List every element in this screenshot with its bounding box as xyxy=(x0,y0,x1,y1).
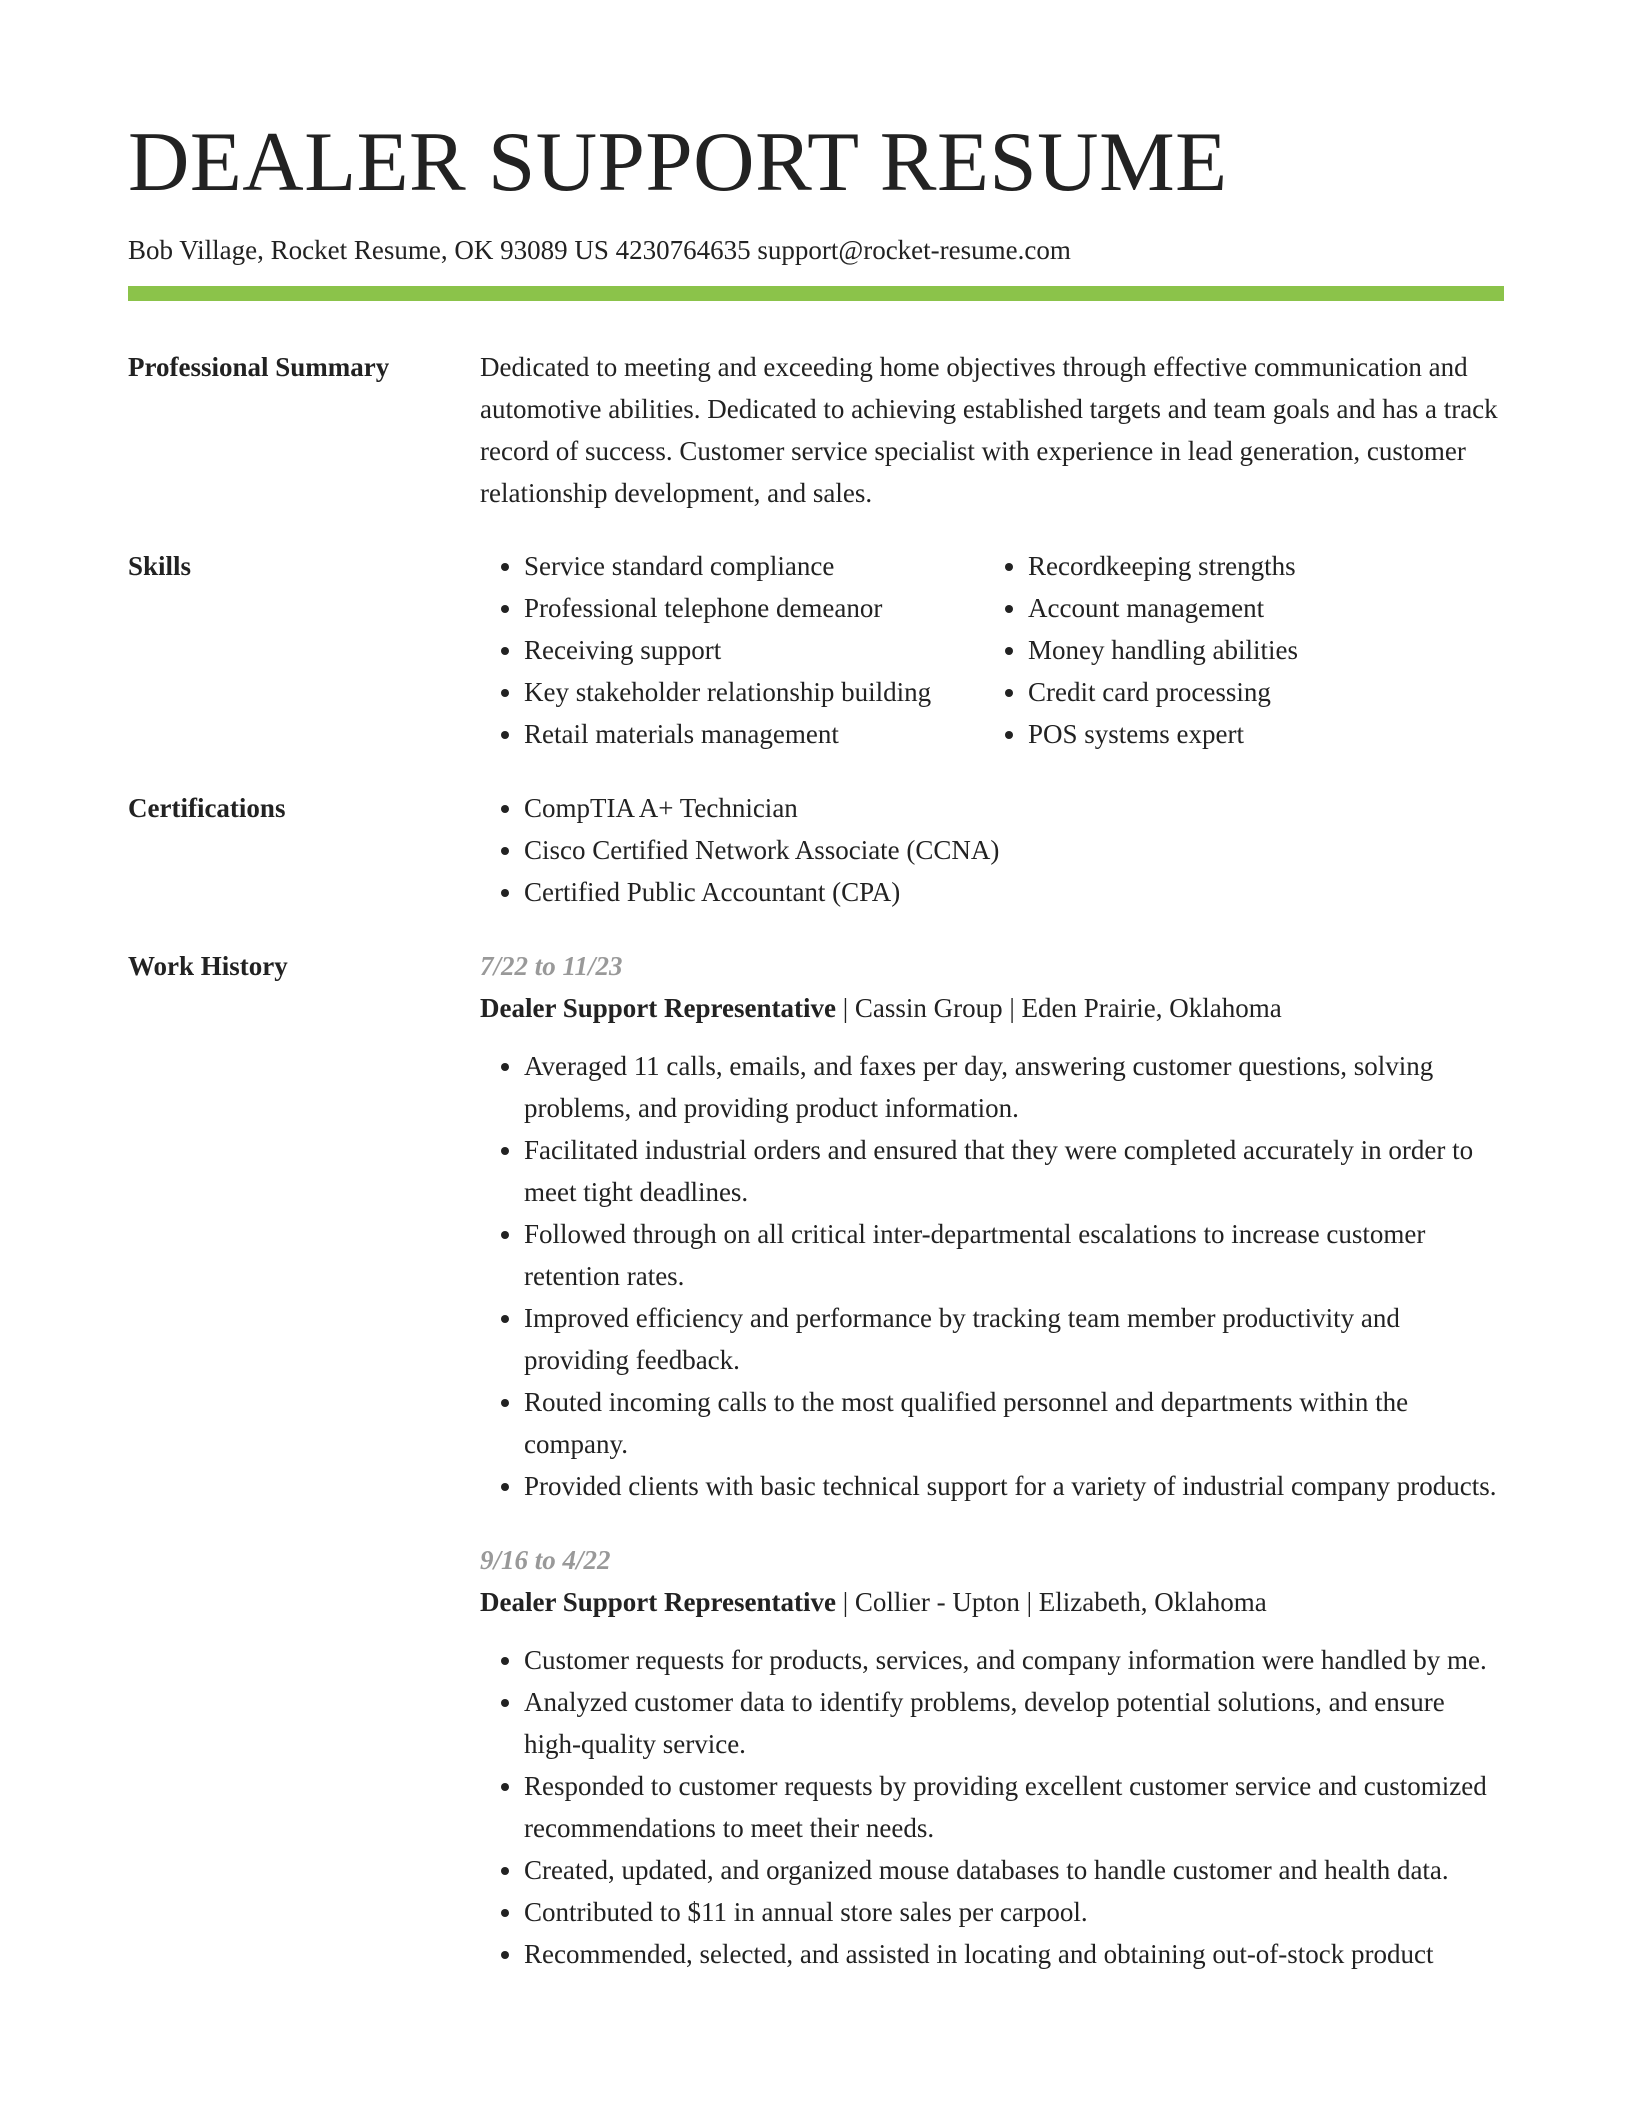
job-title: Dealer Support Representative xyxy=(480,1587,836,1617)
skill-item: • Account management xyxy=(1028,587,1298,629)
job-bullet: • Customer requests for products, services, and company information were handled by me. xyxy=(524,1639,1504,1681)
skill-item: • Credit card processing xyxy=(1028,671,1298,713)
summary-body xyxy=(480,346,1504,514)
job-bullet: • Routed incoming calls to the most qualified personnel and departments within the company. xyxy=(524,1381,1504,1465)
job-details: | Cassin Group | Eden Prairie, Oklahoma xyxy=(835,993,1282,1023)
skill-item: • Professional telephone demeanor xyxy=(524,587,984,629)
job-bullet: • Contributed to $11 in annual store sales per carpool. xyxy=(524,1891,1504,1933)
job-bullet: • Averaged 11 calls, emails, and faxes per day, answering customer questions, solving problems, and providing product information. xyxy=(524,1045,1504,1129)
job-dates: 7/22 to 11/23 xyxy=(480,951,623,981)
summary-text: Dedicated to meeting and exceeding home objectives through effective communication and automotive abilities. Dedicated to achieving established targets and team goals and has a track record of success. Customer service specialist with experience in lead generation, customer relationship development, and sales. xyxy=(480,352,1498,508)
job-heading xyxy=(480,1581,1504,1623)
job-title: Dealer Support Representative xyxy=(480,993,836,1023)
certification-item: • Cisco Certified Network Associate (CCNA) xyxy=(524,829,1504,871)
job-bullet: • Facilitated industrial orders and ensured that they were completed accurately in order to meet tight deadlines. xyxy=(524,1129,1504,1213)
job-bullets xyxy=(480,1045,1504,1507)
job-bullet: • Improved efficiency and performance by tracking team member productivity and providing feedback. xyxy=(524,1297,1504,1381)
job-bullet: • Analyzed customer data to identify problems, develop potential solutions, and ensure high-quality service. xyxy=(524,1681,1504,1765)
certifications-heading: Certifications xyxy=(128,793,286,823)
skill-item: • Money handling abilities xyxy=(1028,629,1298,671)
job-details: | Collier - Upton | Elizabeth, Oklahoma xyxy=(835,1587,1267,1617)
work-history-heading: Work History xyxy=(128,951,288,981)
skills-list-right xyxy=(984,545,1298,755)
skills-list-left xyxy=(480,545,984,755)
job-bullets xyxy=(480,1639,1504,1975)
job-bullet: • Responded to customer requests by providing excellent customer service and customized recommendations to meet their needs. xyxy=(524,1765,1504,1849)
contact-info: Bob Village, Rocket Resume, OK 93089 US 4230764635 support@rocket-resume.com xyxy=(128,235,1071,265)
job-bullet: • Provided clients with basic technical support for a variety of industrial company products. xyxy=(524,1465,1504,1507)
certification-item: • Certified Public Accountant (CPA) xyxy=(524,871,1504,913)
skills-heading: Skills xyxy=(128,551,192,581)
job-heading xyxy=(480,987,1504,1029)
skill-item: • POS systems expert xyxy=(1028,713,1298,755)
certifications-body xyxy=(480,787,1504,913)
skill-item: • Retail materials management xyxy=(524,713,984,755)
job-entry xyxy=(480,1539,1504,1975)
work-history-body xyxy=(480,945,1504,2007)
accent-divider xyxy=(128,286,1504,301)
job-bullet: • Created, updated, and organized mouse databases to handle customer and health data. xyxy=(524,1849,1504,1891)
summary-heading: Professional Summary xyxy=(128,352,390,382)
certification-item: • CompTIA A+ Technician xyxy=(524,787,1504,829)
certifications-list xyxy=(480,787,1504,913)
job-bullet: • Recommended, selected, and assisted in locating and obtaining out-of-stock product xyxy=(524,1933,1504,1975)
job-bullet: • Followed through on all critical inter-departmental escalations to increase customer retention rates. xyxy=(524,1213,1504,1297)
job-entry xyxy=(480,945,1504,1507)
skill-item: • Receiving support xyxy=(524,629,984,671)
resume-title: DEALER SUPPORT RESUME xyxy=(128,115,1228,209)
job-dates: 9/16 to 4/22 xyxy=(480,1545,611,1575)
skill-item: • Service standard compliance xyxy=(524,545,984,587)
skill-item: • Key stakeholder relationship building xyxy=(524,671,984,713)
skills-body xyxy=(480,545,1504,755)
skill-item: • Recordkeeping strengths xyxy=(1028,545,1298,587)
